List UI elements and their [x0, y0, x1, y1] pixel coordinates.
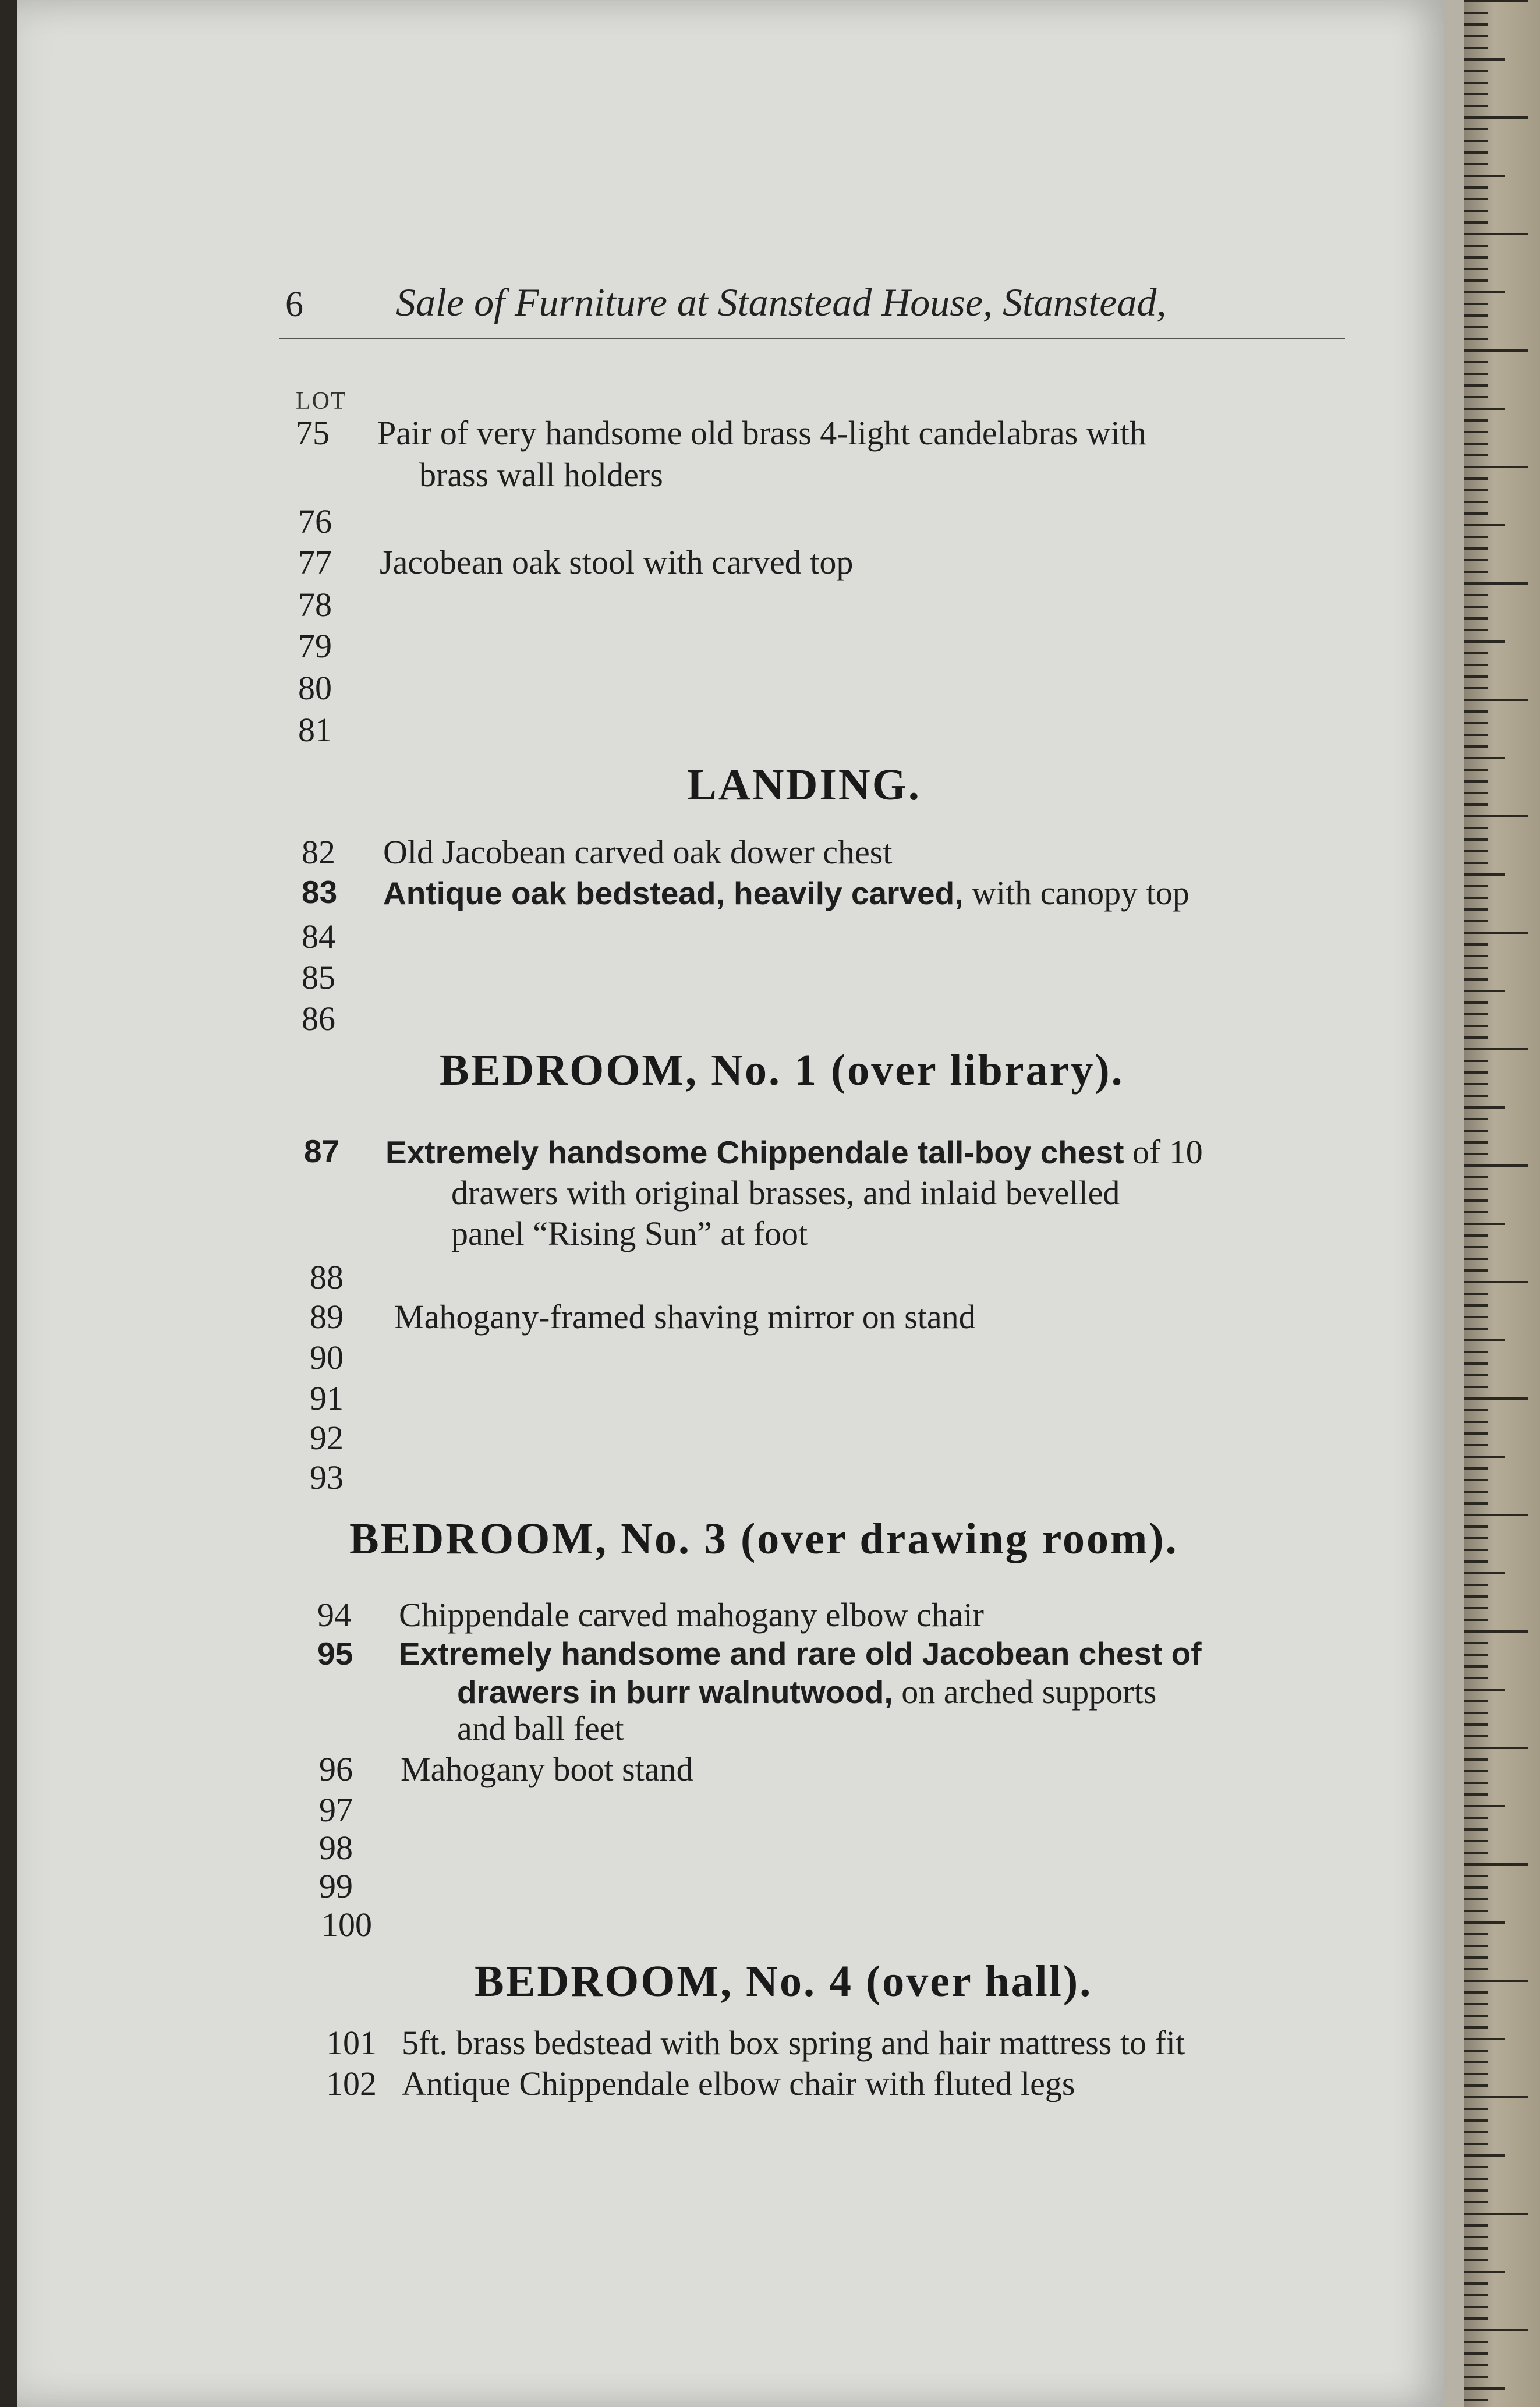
ruler-tick: [1464, 1817, 1488, 1819]
ruler-tick: [1464, 151, 1488, 154]
ruler-tick: [1464, 745, 1488, 748]
ruler-tick: [1464, 1141, 1488, 1144]
lot-description-bold-cont: drawers in burr walnutwood,: [457, 1674, 893, 1710]
lot-description: [383, 873, 1189, 912]
ruler-tick: [1464, 1956, 1488, 1959]
ruler-tick: [1464, 384, 1488, 387]
ruler-tick: [1464, 722, 1488, 724]
ruler-tick: [1464, 12, 1488, 14]
ruler-tick: [1464, 664, 1488, 666]
ruler-tick: [1464, 617, 1488, 620]
ruler-tick: [1464, 82, 1488, 84]
ruler-tick: [1464, 710, 1488, 713]
ruler-tick: [1464, 2364, 1488, 2366]
ruler-tick: [1464, 2376, 1488, 2378]
ruler-tick: [1464, 2201, 1488, 2203]
ruler-tick: [1464, 1875, 1488, 1877]
ruler-tick: [1464, 1130, 1488, 1132]
ruler-tick: [1464, 1293, 1488, 1295]
ruler-tick: [1464, 1886, 1488, 1889]
ruler-tick: [1464, 1456, 1505, 1458]
ruler-tick: [1464, 1945, 1488, 1947]
ruler-tick: [1464, 1467, 1488, 1470]
ruler-tick: [1464, 1863, 1528, 1866]
ruler-tick: [1464, 1164, 1528, 1167]
ruler-tick: [1464, 734, 1488, 736]
ruler-tick: [1464, 431, 1488, 433]
ruler-tick: [1464, 897, 1488, 899]
ruler-tick: [1464, 477, 1488, 480]
ruler-tick: [1464, 2259, 1488, 2261]
ruler-tick: [1464, 1397, 1528, 1400]
lot-description-continuation: [419, 455, 663, 494]
ruler-tick: [1464, 501, 1488, 503]
ruler-tick: [1464, 1479, 1488, 1481]
ruler-tick: [1464, 536, 1488, 538]
ruler-tick: [1464, 128, 1488, 130]
ruler: [1464, 0, 1540, 2407]
lot-number: 101: [326, 2024, 377, 2062]
ruler-tick: [1464, 2131, 1488, 2133]
lot-number: 77: [298, 543, 332, 581]
ruler-tick: [1464, 2073, 1488, 2075]
lot-description-rest: with canopy top: [963, 874, 1189, 912]
ruler-tick: [1464, 1689, 1505, 1691]
lot-number: 81: [298, 711, 332, 749]
ruler-tick: [1464, 2213, 1528, 2215]
ruler-tick: [1464, 1991, 1488, 1994]
lot-description: 5ft. brass bedstead with box spring and hair mattress to fit: [402, 2024, 1185, 2062]
ruler-tick: [1464, 920, 1488, 922]
lot-number: 94: [317, 1596, 351, 1634]
ruler-tick: [1464, 675, 1488, 678]
lot-number: 80: [298, 669, 332, 707]
ruler-tick: [1464, 932, 1528, 934]
ruler-tick: [1464, 1328, 1488, 1330]
ruler-tick: [1464, 2294, 1488, 2296]
ruler-tick: [1464, 2084, 1488, 2087]
ruler-tick: [1464, 2026, 1488, 2029]
ruler-tick: [1464, 2178, 1488, 2180]
lot-description-cont: and ball feet: [457, 1709, 624, 1747]
ruler-tick: [1464, 1723, 1488, 1726]
ruler-tick: [1464, 1852, 1488, 1854]
section-heading-bedroom-4: BEDROOM, No. 4 (over hall).: [475, 1957, 1093, 2006]
ruler-tick: [1464, 489, 1488, 491]
ruler-tick: [1464, 1491, 1488, 1493]
ruler-tick: [1464, 338, 1488, 340]
ruler-tick: [1464, 2317, 1488, 2320]
ruler-tick: [1464, 1514, 1528, 1516]
ruler-tick: [1464, 1351, 1488, 1353]
ruler-tick: [1464, 1071, 1488, 1074]
ruler-tick: [1464, 1502, 1488, 1505]
ruler-tick: [1464, 163, 1488, 165]
lot-number: 86: [302, 1000, 335, 1038]
lot-description: Chippendale carved mahogany elbow chair: [399, 1596, 984, 1634]
ruler-tick: [1464, 1677, 1488, 1679]
ruler-tick: [1464, 1304, 1488, 1307]
ruler-tick: [1464, 105, 1488, 107]
section-heading-bedroom-3: BEDROOM, No. 3 (over drawing room).: [349, 1514, 1178, 1563]
ruler-tick: [1464, 1770, 1488, 1772]
ruler-tick: [1464, 1665, 1488, 1668]
ruler-tick: [1464, 873, 1505, 876]
ruler-tick: [1464, 1595, 1488, 1598]
ruler-tick: [1464, 140, 1488, 142]
ruler-tick: [1464, 116, 1528, 119]
ruler-tick: [1464, 1083, 1488, 1085]
lot-description-bold: Extremely handsome and rare old Jacobean chest of: [399, 1636, 1202, 1672]
ruler-tick: [1464, 652, 1488, 654]
ruler-tick: [1464, 908, 1488, 911]
running-head: [279, 274, 1345, 339]
ruler-tick: [1464, 629, 1488, 631]
lot-description-bold: Antique oak bedstead, heavily carved,: [383, 875, 964, 911]
ruler-tick: [1464, 198, 1488, 200]
ruler-tick: [1464, 326, 1488, 328]
ruler-tick: [1464, 2306, 1488, 2308]
lot-number: 98: [319, 1829, 353, 1867]
ruler-tick: [1464, 2387, 1505, 2390]
ruler-tick: [1464, 955, 1488, 957]
ruler-tick: [1464, 850, 1488, 852]
ruler-tick: [1464, 210, 1488, 212]
lot-number: 82: [302, 833, 335, 871]
ruler-tick: [1464, 1258, 1488, 1260]
ruler-tick: [1464, 314, 1488, 317]
ruler-tick: [1464, 1036, 1488, 1039]
ruler-tick: [1464, 47, 1488, 49]
lot-number: 99: [319, 1867, 353, 1905]
ruler-tick: [1464, 862, 1488, 864]
ruler-tick: [1464, 1933, 1488, 1935]
ruler-tick: [1464, 1199, 1488, 1202]
ruler-tick: [1464, 559, 1488, 561]
ruler-tick: [1464, 1339, 1505, 1341]
ruler-tick: [1464, 23, 1488, 26]
lot-column-label: LOT: [296, 388, 347, 415]
ruler-tick: [1464, 1281, 1528, 1283]
ruler-tick: [1464, 2224, 1488, 2227]
ruler-tick: [1464, 827, 1488, 829]
ruler-tick: [1464, 838, 1488, 841]
lot-number: 100: [321, 1906, 372, 1944]
ruler-tick: [1464, 803, 1488, 806]
lot-number: 83: [302, 874, 338, 910]
ruler-tick: [1464, 1980, 1528, 1982]
section-heading-landing: LANDING.: [687, 760, 921, 809]
lot-description-cont: panel “Rising Sun” at foot: [451, 1215, 808, 1252]
ruler-tick: [1464, 1793, 1488, 1796]
ruler-tick: [1464, 303, 1488, 305]
lot-description: Pair of very handsome old brass 4-light candelabras with: [377, 414, 1146, 452]
ruler-tick: [1464, 2236, 1488, 2238]
page-number: 6: [285, 285, 303, 324]
lot-description-cont: brass wall holders: [419, 456, 663, 494]
ruler-tick: [1464, 2119, 1488, 2122]
ruler-tick: [1464, 757, 1505, 759]
lot-description-continuation: [451, 1173, 1120, 1212]
ruler-tick: [1464, 1362, 1488, 1365]
lot-description: Mahogany boot stand: [401, 1750, 693, 1788]
ruler-tick: [1464, 1735, 1488, 1737]
ruler-tick: [1464, 943, 1488, 946]
ruler-tick: [1464, 2282, 1488, 2285]
ruler-tick: [1464, 1060, 1488, 1062]
lot-number: 95: [317, 1636, 353, 1672]
ruler-tick: [1464, 2143, 1488, 2145]
ruler-tick: [1464, 373, 1488, 375]
ruler-tick: [1464, 2329, 1528, 2331]
lot-description: Old Jacobean carved oak dower chest: [383, 833, 893, 871]
ruler-tick: [1464, 1712, 1488, 1714]
ruler-tick: [1464, 1910, 1488, 1912]
ruler-tick: [1464, 291, 1505, 293]
ruler-tick: [1464, 1654, 1488, 1656]
ruler-tick: [1464, 1572, 1505, 1574]
lot-number: 91: [310, 1379, 344, 1417]
lot-number: 90: [310, 1339, 344, 1376]
ruler-tick: [1464, 1432, 1488, 1435]
ruler-tick: [1464, 2166, 1488, 2168]
ruler-tick: [1464, 93, 1488, 95]
ruler-tick: [1464, 1630, 1528, 1633]
ruler-tick: [1464, 1025, 1488, 1027]
ruler-tick: [1464, 2399, 1488, 2401]
lot-description-bold: Extremely handsome Chippendale tall-boy chest: [385, 1134, 1124, 1170]
lot-number: 89: [310, 1298, 344, 1336]
ruler-tick: [1464, 524, 1505, 526]
ruler-tick: [1464, 1828, 1488, 1831]
ruler-tick: [1464, 349, 1528, 352]
lot-number: 87: [304, 1133, 340, 1169]
ruler-tick: [1464, 769, 1488, 771]
lot-number: 97: [319, 1791, 353, 1829]
ruler-tick: [1464, 233, 1528, 235]
ruler-tick: [1464, 687, 1488, 689]
ruler-tick: [1464, 885, 1488, 887]
ruler-tick: [1464, 1013, 1488, 1015]
ruler-tick: [1464, 606, 1488, 608]
lot-description: Jacobean oak stool with carved top: [380, 543, 854, 581]
ruler-tick: [1464, 1584, 1488, 1586]
ruler-tick: [1464, 408, 1505, 410]
ruler-tick: [1464, 221, 1488, 224]
ruler-tick: [1464, 1968, 1488, 1970]
ruler-tick: [1464, 2247, 1488, 2250]
ruler-tick: [1464, 699, 1528, 701]
lot-description-continuation: [457, 1672, 1156, 1711]
ruler-tick: [1464, 186, 1488, 189]
ruler-tick: [1464, 361, 1488, 363]
ruler-tick: [1464, 1642, 1488, 1644]
ruler-tick: [1464, 1619, 1488, 1621]
ruler-tick: [1464, 1421, 1488, 1423]
ruler-tick: [1464, 1246, 1488, 1248]
ruler-tick: [1464, 2050, 1488, 2052]
ruler-tick: [1464, 1374, 1488, 1376]
ruler-tick: [1464, 1840, 1488, 1842]
ruler-tick: [1464, 1188, 1488, 1190]
lot-number: 78: [298, 586, 332, 624]
ruler-tick: [1464, 0, 1528, 2]
ruler-tick: [1464, 1118, 1488, 1120]
ruler-tick: [1464, 279, 1488, 282]
page-header-title: Sale of Furniture at Stanstead House, Stanstead,: [396, 280, 1167, 324]
ruler-tick: [1464, 1805, 1505, 1807]
ruler-tick: [1464, 2108, 1488, 2110]
lot-number: 88: [310, 1258, 344, 1296]
lot-description: [385, 1132, 1203, 1171]
ruler-tick: [1464, 2061, 1488, 2063]
ruler-tick: [1464, 443, 1488, 445]
lot-description-continuation: [457, 1709, 624, 1748]
ruler-tick: [1464, 454, 1488, 456]
ruler-tick: [1464, 978, 1488, 981]
ruler-tick: [1464, 815, 1528, 817]
lot-number: 85: [302, 958, 335, 996]
ruler-tick: [1464, 1747, 1528, 1749]
lot-number: 84: [302, 918, 335, 955]
ruler-tick: [1464, 268, 1488, 270]
lot-description: Mahogany-framed shaving mirror on stand: [394, 1298, 976, 1336]
lot-number: 79: [298, 627, 332, 665]
ruler-tick: [1464, 1048, 1528, 1050]
lot-number: 76: [298, 502, 332, 540]
ruler-tick: [1464, 245, 1488, 247]
ruler-tick: [1464, 2154, 1505, 2157]
ruler-tick: [1464, 2271, 1505, 2273]
ruler-tick: [1464, 1537, 1488, 1539]
lot-number: 92: [310, 1419, 344, 1457]
ruler-tick: [1464, 1525, 1488, 1528]
ruler-tick: [1464, 396, 1488, 398]
page-edge: [1444, 0, 1467, 2407]
ruler-tick: [1464, 1386, 1488, 1388]
lot-number: 96: [319, 1750, 353, 1788]
ruler-tick: [1464, 1444, 1488, 1446]
ruler-tick: [1464, 2096, 1528, 2098]
ruler-tick: [1464, 466, 1528, 468]
lot-description-cont: drawers with original brasses, and inlaid bevelled: [451, 1174, 1120, 1212]
ruler-tick: [1464, 2189, 1488, 2192]
ruler-tick: [1464, 594, 1488, 596]
ruler-tick: [1464, 256, 1488, 259]
ruler-tick: [1464, 1758, 1488, 1761]
ruler-tick: [1464, 2038, 1505, 2040]
ruler-tick: [1464, 582, 1528, 585]
ruler-tick: [1464, 70, 1488, 72]
ruler-tick: [1464, 35, 1488, 37]
lot-description-rest: on arched supports: [893, 1673, 1157, 1711]
ruler-tick: [1464, 1211, 1488, 1213]
ruler-tick: [1464, 1607, 1488, 1609]
lot-number: 93: [310, 1459, 344, 1496]
ruler-tick: [1464, 967, 1488, 969]
ruler-tick: [1464, 792, 1488, 794]
lot-description-continuation: [451, 1214, 808, 1253]
ruler-tick: [1464, 2341, 1488, 2343]
ruler-tick: [1464, 1234, 1488, 1237]
ruler-tick: [1464, 1176, 1488, 1178]
ruler-tick: [1464, 419, 1488, 422]
lot-number: 102: [326, 2065, 377, 2102]
ruler-tick: [1464, 1549, 1488, 1551]
ruler-tick: [1464, 2015, 1488, 2017]
ruler-tick: [1464, 571, 1488, 573]
ruler-tick: [1464, 990, 1505, 992]
ruler-tick: [1464, 1782, 1488, 1784]
ruler-tick: [1464, 1316, 1488, 1318]
ruler-tick: [1464, 1700, 1488, 1702]
ruler-tick: [1464, 1409, 1488, 1411]
ruler-tick: [1464, 640, 1505, 643]
ruler-tick: [1464, 1921, 1505, 1924]
ruler-tick: [1464, 1223, 1505, 1225]
ruler-tick: [1464, 512, 1488, 515]
ruler-tick: [1464, 2352, 1488, 2355]
lot-number: 75: [296, 414, 330, 452]
ruler-tick: [1464, 1106, 1505, 1109]
ruler-tick: [1464, 2003, 1488, 2005]
ruler-tick: [1464, 1095, 1488, 1097]
ruler-tick: [1464, 1001, 1488, 1004]
ruler-tick: [1464, 175, 1505, 177]
lot-description: Antique Chippendale elbow chair with fluted legs: [402, 2065, 1075, 2102]
ruler-tick: [1464, 1898, 1488, 1900]
ruler-tick: [1464, 1560, 1488, 1563]
ruler-tick: [1464, 547, 1488, 550]
ruler-tick: [1464, 58, 1505, 61]
section-heading-bedroom-1: BEDROOM, No. 1 (over library).: [440, 1046, 1124, 1095]
ruler-tick: [1464, 1153, 1488, 1155]
lot-description-rest: of 10: [1124, 1133, 1203, 1171]
ruler-tick: [1464, 1269, 1488, 1272]
ruler-tick: [1464, 780, 1488, 783]
